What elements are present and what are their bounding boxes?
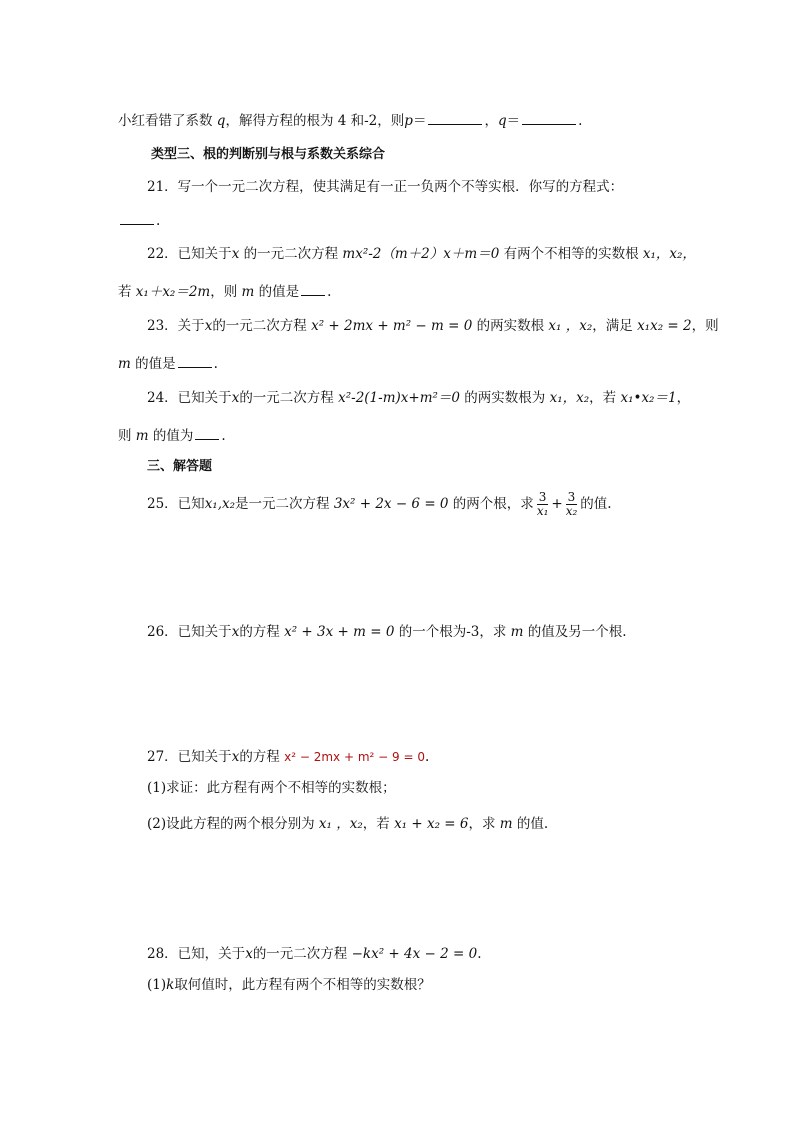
q27-part1: (1)求证：此方程有两个不相等的实数根； — [147, 780, 396, 796]
q28-x: x — [245, 946, 253, 962]
q26-d: 的一个根为-3，求 — [394, 624, 511, 640]
q23-f: ，满足 — [592, 318, 638, 334]
q25-fraction-1 — [535, 491, 551, 518]
q26-m: m — [510, 624, 524, 640]
q28-end: . — [477, 946, 482, 962]
q25-e: 的值. — [580, 496, 612, 512]
q23-c: 的一元二次方程 — [212, 318, 312, 334]
q27-m: m — [499, 816, 513, 832]
q22-l2-m: m — [241, 284, 255, 300]
q23-roots: x₁ ，x₂ — [548, 318, 593, 334]
q24-end: . — [221, 428, 226, 444]
q22-l2d: 的值是 — [254, 284, 300, 300]
q23-h: ，则 — [691, 318, 719, 334]
q24-a: 24．已知关于 — [147, 390, 232, 406]
q20-tail-line — [118, 110, 582, 130]
q20-blank-q[interactable] — [522, 110, 576, 125]
q28-c: 的一元二次方程 — [252, 946, 352, 962]
q28-p1a: (1) — [147, 977, 167, 993]
q24-line1 — [147, 389, 690, 407]
q27-equation: x² − 2mx + m² − 9 = 0 — [284, 750, 425, 764]
q25-plus: + — [551, 496, 563, 512]
q25-vars: x₁,x₂ — [204, 496, 236, 512]
q22-l2-eq: x₁＋x₂＝2m — [135, 284, 211, 300]
q20-text-b: ，解得方程的根为 4 和-2，则 — [225, 113, 405, 129]
q25-fraction-2 — [564, 491, 580, 518]
q25-c: 是一元二次方程 — [235, 496, 334, 512]
q28-line — [147, 945, 482, 963]
q23-end: . — [213, 356, 218, 372]
q23-condition: x₁x₂ = 2 — [637, 318, 692, 334]
q27-a: 27．已知关于 — [147, 749, 232, 765]
q25-line — [147, 489, 612, 519]
q23-line2 — [118, 353, 218, 373]
q26-equation: x² + 3x + m = 0 — [284, 624, 395, 640]
section3-heading: 类型三、根的判断别与根与系数关系综合 — [151, 147, 386, 162]
q25-f2-den: x₂ — [565, 504, 578, 518]
q22-line2 — [118, 281, 331, 301]
q27-line — [147, 748, 429, 766]
q27-p2c: ，若 — [362, 816, 395, 832]
q20-eq1: ＝ — [412, 113, 427, 129]
q28-a: 28．已知，关于 — [147, 946, 246, 962]
q25-f1-num: 3 — [538, 490, 547, 504]
q20-var-q: q — [216, 113, 226, 129]
q28-equation: −kx² + 4x − 2 = 0 — [351, 946, 478, 962]
q22-blank[interactable] — [301, 281, 325, 296]
q20-blank-p[interactable] — [428, 110, 482, 125]
q28-p1c: 取何值时，此方程有两个不相等的实数根？ — [174, 977, 431, 993]
q22-roots: x₁，x₂， — [642, 246, 696, 262]
q25-equation: 3x² + 2x − 6 = 0 — [333, 496, 449, 512]
q21-line2 — [118, 210, 160, 230]
q27-p2d: ，求 — [468, 816, 500, 832]
q24-h: ， — [676, 390, 691, 406]
q21-blank[interactable] — [120, 210, 154, 225]
q23-d: 的两实数根 — [472, 318, 549, 334]
q22-a: 22．已知关于 — [147, 246, 232, 262]
q23-a: 23．关于 — [147, 318, 205, 334]
q20-end: . — [578, 113, 583, 129]
q25-d: 的两个根，求 — [448, 496, 534, 512]
q27-x: x — [231, 749, 240, 765]
q24-x: x — [231, 390, 240, 406]
q20-var-q2: q — [497, 113, 507, 129]
q20-eq2: ＝ — [506, 113, 521, 129]
q22-x: x — [231, 246, 240, 262]
q24-blank[interactable] — [195, 425, 219, 440]
q27-roots: x₁ ，x₂ — [318, 816, 363, 832]
q22-d: 有两个不相等的实数根 — [499, 246, 643, 262]
q23-blank[interactable] — [178, 353, 212, 368]
q25-a: 25．已知 — [147, 496, 205, 512]
q22-l2a: 若 — [118, 284, 136, 300]
q23-m: m — [118, 356, 131, 372]
q21-end: . — [156, 213, 161, 229]
q28-k: k — [166, 977, 175, 993]
q22-equation: mx²-2（m＋2）x＋m＝0 — [342, 246, 500, 262]
q23-line1 — [147, 317, 719, 335]
q24-m: m — [135, 428, 149, 444]
q26-line — [147, 623, 627, 641]
q24-roots: x₁，x₂ — [549, 390, 590, 406]
q24-line2 — [118, 425, 226, 445]
q27-p2f: 的值. — [512, 816, 549, 832]
q24-d: 的两实数根为 — [460, 390, 550, 406]
q24-l2c: 的值为 — [148, 428, 194, 444]
q27-part2 — [147, 815, 548, 833]
q26-f: 的值及另一个根. — [523, 624, 627, 640]
q25-f1-den: x₁ — [536, 504, 549, 518]
q26-c: 的方程 — [239, 624, 285, 640]
solve-section-heading: 三、解答题 — [147, 459, 213, 474]
q26-a: 26．已知关于 — [147, 624, 232, 640]
q27-c: 的方程 — [239, 749, 285, 765]
q22-c: 的一元二次方程 — [239, 246, 343, 262]
q20-sep: ， — [484, 113, 498, 129]
q24-c: 的一元二次方程 — [239, 390, 339, 406]
q22-line1 — [147, 245, 696, 263]
q23-x: x — [204, 318, 213, 334]
q24-equation: x²-2(1-m)x+m²＝0 — [338, 390, 460, 406]
q26-x: x — [231, 624, 240, 640]
q24-condition: x₁•x₂＝1 — [620, 390, 677, 406]
q20-var-p: p — [404, 113, 413, 129]
q22-end: . — [327, 284, 332, 300]
q21-line1: 21．写一个一元二次方程，使其满足有一正一负两个不等实根．你写的方程式： — [147, 179, 624, 195]
q25-f2-num: 3 — [567, 490, 576, 504]
q27-condition: x₁ + x₂ = 6 — [394, 816, 469, 832]
q22-l2b: ，则 — [210, 284, 242, 300]
q27-end: . — [424, 749, 430, 765]
q20-text-a: 小红看错了系数 — [118, 113, 213, 129]
q23-equation: x² + 2mx + m² − m = 0 — [311, 318, 473, 334]
q28-part1 — [147, 976, 431, 994]
q27-p2a: (2)设此方程的两个根分别为 — [147, 816, 319, 832]
q23-l2b: 的值是 — [130, 356, 176, 372]
q24-f: ，若 — [589, 390, 621, 406]
q24-l2a: 则 — [118, 428, 136, 444]
